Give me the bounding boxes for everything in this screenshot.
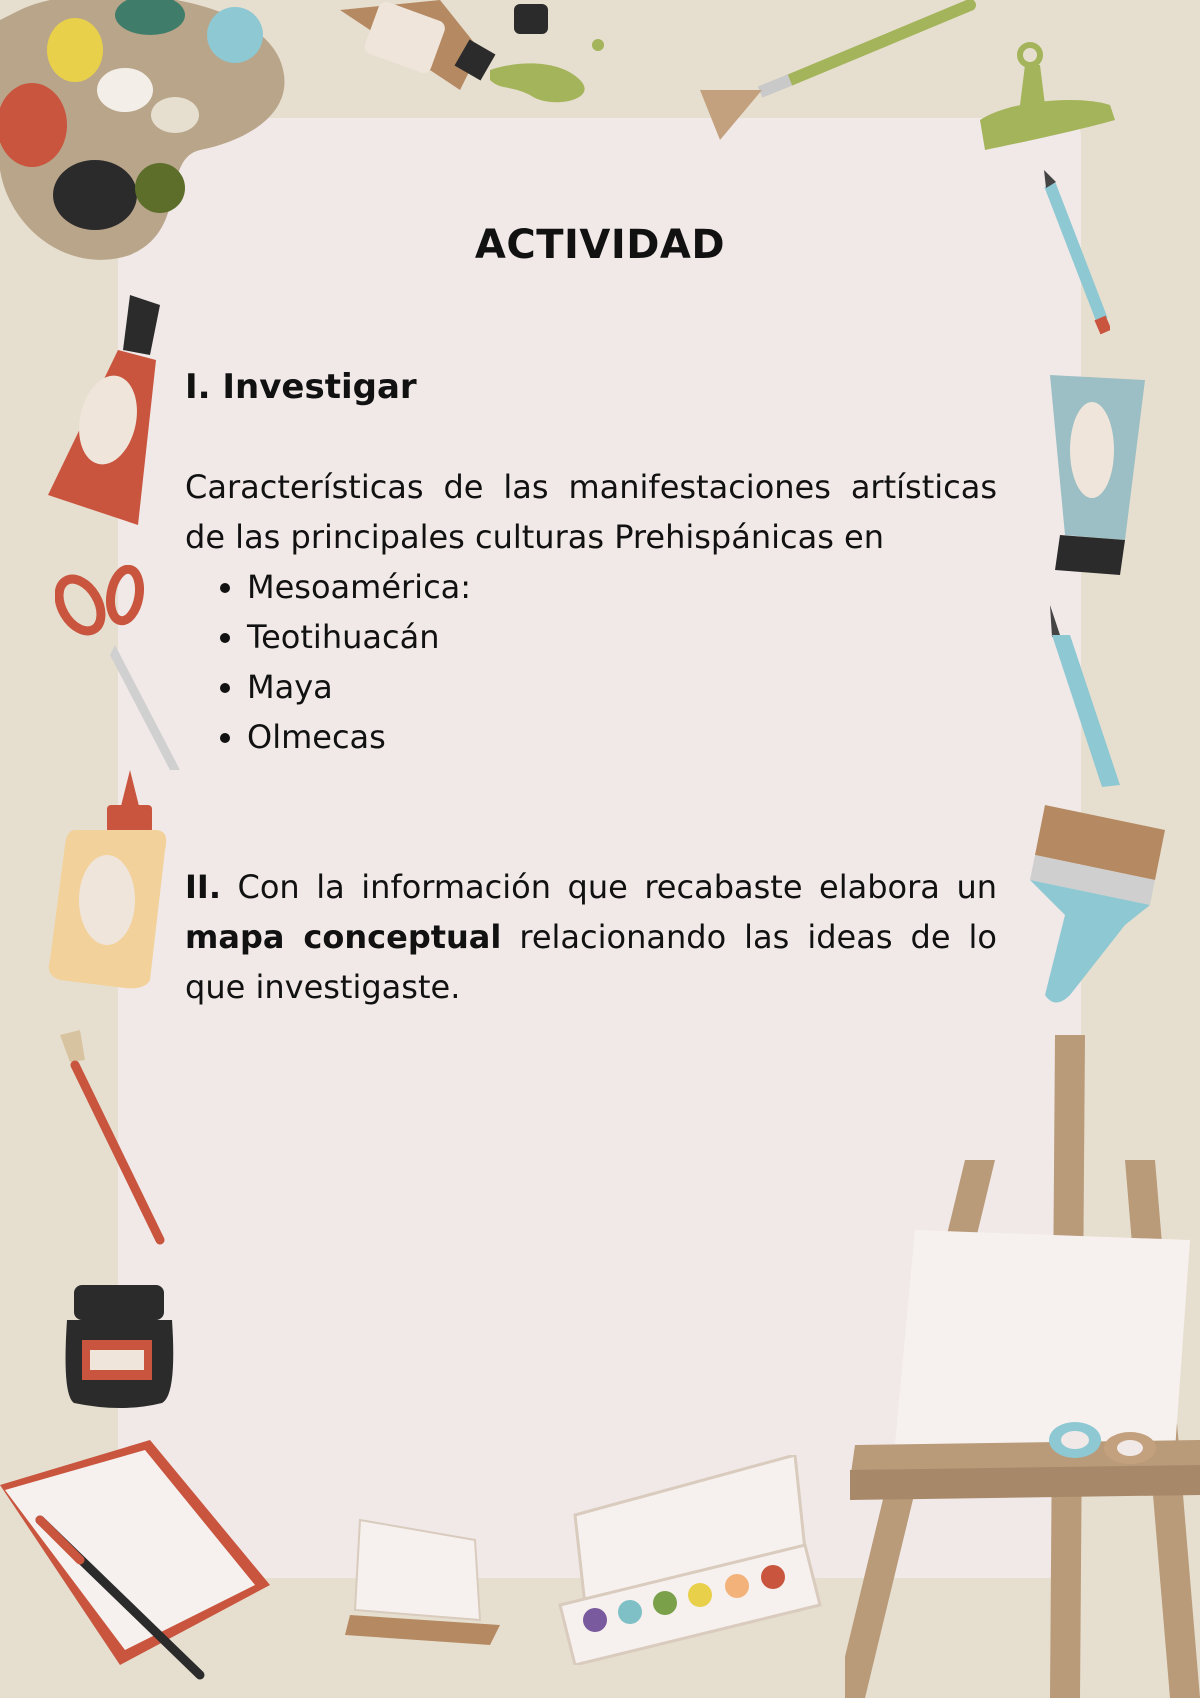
thin-brush-icon (55, 1030, 170, 1245)
marker-icon (1040, 605, 1130, 790)
sketchbook-icon (0, 1435, 280, 1698)
paint-tube-cap-icon (510, 0, 555, 40)
wide-brush-icon (1025, 805, 1170, 1005)
watercolor-set-icon (555, 1455, 825, 1665)
scissors-icon (55, 565, 190, 775)
section-1-heading: I. Investigar (185, 367, 417, 407)
section-2-bold-term: mapa conceptual (185, 918, 502, 956)
ink-jar-icon (62, 1285, 177, 1410)
glue-bottle-icon (45, 770, 170, 990)
culture-list (185, 562, 997, 762)
page-title: ACTIVIDAD (474, 222, 726, 268)
list-item: • Teotihuacán (247, 612, 997, 662)
binder-clip-icon (970, 40, 1120, 160)
section-2-numeral: II. (185, 868, 221, 906)
section-1-paragraph: Características de las manifestaciones artísticas de las principales culturas Prehispánicas en (185, 468, 997, 556)
tape-roll-icon (1045, 1418, 1160, 1468)
section-2-text-after: relacionando las ideas de lo que investigaste. (185, 918, 998, 1006)
paintbrush-icon (690, 0, 990, 150)
activity-content (185, 362, 997, 1012)
list-item: • Mesoamérica: (247, 562, 997, 612)
list-item: • Olmecas (247, 712, 997, 762)
mini-easel-icon (330, 1515, 505, 1650)
paint-tube-icon (330, 0, 630, 130)
section-2-text-before: Con la información que recabaste elabora un (220, 868, 997, 906)
red-paint-tube-icon (38, 295, 178, 525)
list-item: • Maya (247, 662, 997, 712)
easel-icon (845, 1030, 1200, 1698)
blue-paint-tube-icon (1030, 370, 1150, 585)
section-2-paragraph (185, 862, 997, 1012)
